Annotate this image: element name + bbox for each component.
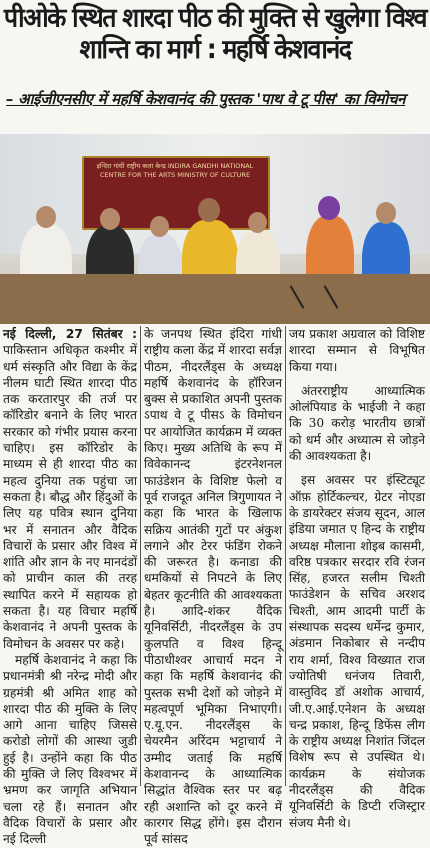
photo-banner-text: इन्दिरा गांधी राष्ट्रीय कला केन्द्र INDIRA GANDHI NATIONAL CENTRE FOR THE ARTS MINISTRY OF CULTURE bbox=[96, 162, 254, 179]
person-4-head bbox=[198, 198, 220, 222]
body-paragraph: अंतरराष्ट्रीय आध्यात्मिक ओलंपियाड के भाईजी ने कहा कि 30 करोड़ भारतीय छात्रों को धर्म और अध्यात्म से जोड़ने की आवश्यकता है। bbox=[289, 383, 425, 464]
body-paragraph: इस अवसर पर इंस्टिट्यूट ऑफ़ होर्टिकल्चर, ग्रेटर नोएडा के डायरेक्टर संजय सूदन, आल इंडिया जमात ए हिन्द के राष्ट्रीय अध्यक्ष मौलाना शोइब कासमी, वरिष्ठ पत्रकार सरदार रवि रंजन सिंह, हजरत सलीम चिश्ती फाउंडेशन के सचिव अरशद चिश्ती, आम आदमी पार्टी के संस्थापक सदस्य धर्मेन्द्र कुमार, अंडमान निकोबार से नन्दीप राय शर्मा, विश्व विख्यात राज ज्योतिषी धनंजय तिवारी, वास्तुविद डॉ अशोक आचार्य, जी.ए.आई.एनेशन के अध्यक्ष चन्द्र प्रकाश, हिन्दू डिफेंस लीग के राष्ट्रीय अध्यक्ष निशांत जिंदल विशेष रूप से उपस्थित थे। कार्यक्रम के संयोजक नीदरलैंड्स की वैदिक यूनिवर्सिटी के डिप्टी रजिस्ट्रार संजय मैनी थे। bbox=[289, 473, 425, 830]
body-paragraph: के जनपथ स्थित इंदिरा गांधी राष्ट्रीय कला केंद्र में शारदा सर्वज्ञ पीठम, नीदरलैंड्स के अध्यक्ष महर्षि केशवानंद के हॉरिजन बुक्स से प्रकाशित अपनी पुस्तक ऽपाथ वे टू पीसऽ के विमोचन पर आयोजित कार्यक्रम में व्यक्त किए। मुख्य अतिथि के रूप में विवेकानन्द इंटरनेशनल फाउंडेशन के विशिष्ट फेलो व पूर्व राजदूत अनिल त्रिगुणायत ने कहा कि भारत के खिलाफ सक्रिय आतंकी गुटों पर अंकुश लगाने और टेरर फंडिंग रोकने की जरूरत है। कनाडा की धमकियों से निपटने के लिए बेहतर कूटनीति की आवश्यकता है। आदि-शंकर वैदिक यूनिवर्सिटी, नीदरलैंड्स के उप कुलपति व विश्व हिन्दू पीठाधीश्वर आचार्य मदन ने कहा कि महर्षि केशवानंद की पुस्तक सभी देशों को जोड़ने में महत्वपूर्ण भूमिका निभाएगी। ए.यू.एन. नीदरलैंड्स के चेयरमैन अरिंदम भट्टाचार्य ने उम्मीद जताई कि महर्षि केशवानन्द के आध्यात्मिक सिद्धांत वैश्विक स्तर पर बढ़ रही अशान्ति को दूर करने में कारगर सिद्ध होंगे। इस दौरान पूर्व सांसद bbox=[144, 327, 282, 847]
person-5-head bbox=[248, 212, 267, 233]
person-2-head bbox=[100, 208, 120, 230]
person-3-head bbox=[150, 216, 169, 237]
body-paragraph: महर्षि केशवानंद ने कहा कि प्रधानमंत्री श्री नरेन्द्र मोदी और ग्रहमंत्री श्री अमित शाह को शारदा पीठ की मुक्ति के लिए आगे आना चाहिए जिससे करोडो लोगों की आस्था जुडी हुई है। उन्होंने कहा कि पीठ की मुक्ति जे लिए विश्वभर में भ्रमण कर जागृति अभियान चला रहे हैं। सनातन और वैदिक विचारों के प्रसार और नई दिल्ली bbox=[3, 652, 137, 847]
column-3 bbox=[289, 326, 425, 831]
photo-table bbox=[0, 274, 430, 324]
person-1-head bbox=[36, 206, 56, 228]
column-rule bbox=[140, 326, 141, 786]
dateline: नई दिल्ली, 27 सितंबर : bbox=[3, 327, 137, 341]
body-paragraph bbox=[3, 326, 137, 652]
headline: पीओके स्थित शारदा पीठ की मुक्ति से खुलेगा विश्व शान्ति का मार्ग : महर्षि केशवानंद bbox=[3, 2, 427, 65]
subheadline: – आईजीएनसीए में महर्षि केशवानंद की पुस्तक 'पाथ वे टू पीस' का विमोचन bbox=[6, 90, 406, 108]
column-2 bbox=[144, 326, 282, 848]
person-7-head bbox=[376, 202, 396, 224]
person-6-head bbox=[318, 196, 340, 220]
event-photo bbox=[0, 134, 430, 324]
paragraph-text: पाकिस्तान अधिकृत कश्मीर में धर्म संस्कृति और विद्या के केंद्र नीलम घाटी स्थित शारदा पीठ तक करतारपुर की तर्ज पर कॉरिडोर बनाने के लिए भारत सरकार को गंभीर प्रयास करना चाहिए। इस कॉरिडोर के माध्यम से ही शारदा पीठ का महत्व दुनिया तक पहुंचा जा सकता है। बौद्ध और हिंदुओं के लिए यह पवित्र स्थान दुनिया भर में सनातन और वैदिक विचारों के प्रसार और विश्व में शांति और ज्ञान के नए मानदंडों को प्राचीन काल की तरह स्थापित करने में सहायक हो सकता है। यह विचार महर्षि केशवानंद ने अपनी पुस्तक के विमोचन के अवसर पर कहे। bbox=[3, 343, 137, 651]
column-1 bbox=[3, 326, 137, 848]
column-rule bbox=[285, 326, 286, 786]
body-paragraph: जय प्रकाश अग्रवाल को विशिष्ट शारदा सम्मान से विभूषित किया गया। bbox=[289, 327, 425, 374]
